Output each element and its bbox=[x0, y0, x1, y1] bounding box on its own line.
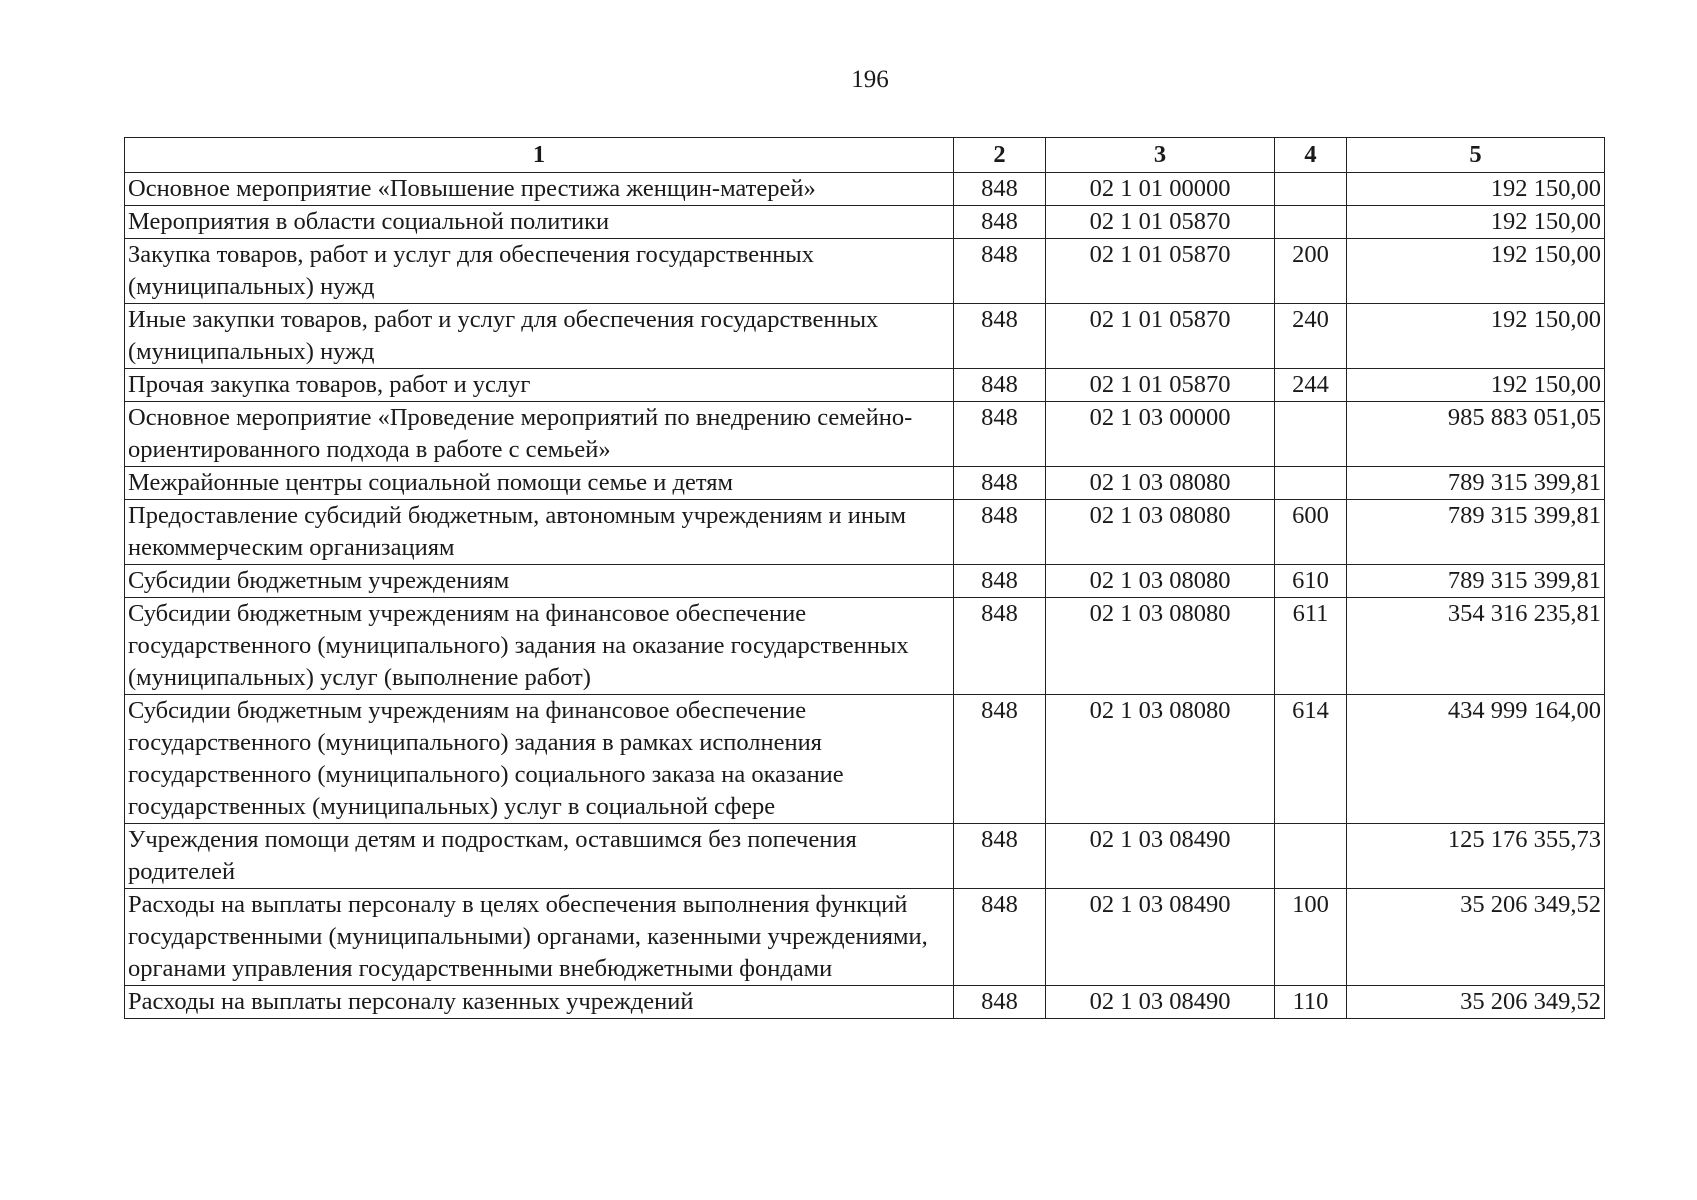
header-col-4: 4 bbox=[1275, 138, 1347, 173]
table-row bbox=[125, 598, 1605, 695]
table-row bbox=[125, 889, 1605, 986]
page-number: 196 bbox=[851, 66, 889, 93]
row-name-cell: Субсидии бюджетным учреждениям bbox=[125, 565, 954, 598]
row-amount-cell: 192 150,00 bbox=[1347, 206, 1605, 239]
row-grbs-cell: 848 bbox=[954, 565, 1046, 598]
row-name-cell: Мероприятия в области социальной политики bbox=[125, 206, 954, 239]
row-grbs-cell: 848 bbox=[954, 304, 1046, 369]
row-amount-cell: 192 150,00 bbox=[1347, 239, 1605, 304]
row-vr-cell: 200 bbox=[1275, 239, 1347, 304]
row-csr-cell: 02 1 01 05870 bbox=[1046, 206, 1275, 239]
header-col-5: 5 bbox=[1347, 138, 1605, 173]
table-row bbox=[125, 565, 1605, 598]
table-row bbox=[125, 173, 1605, 206]
table-row bbox=[125, 239, 1605, 304]
row-csr-cell: 02 1 01 05870 bbox=[1046, 239, 1275, 304]
row-vr-cell bbox=[1275, 173, 1347, 206]
row-amount-cell: 125 176 355,73 bbox=[1347, 824, 1605, 889]
table-row bbox=[125, 695, 1605, 824]
row-amount-cell: 434 999 164,00 bbox=[1347, 695, 1605, 824]
row-name-cell: Субсидии бюджетным учреждениям на финансовое обеспечение государственного (муниципального) задания на оказание государственных (муниципальных) услуг (выполнение работ) bbox=[125, 598, 954, 695]
row-grbs-cell: 848 bbox=[954, 239, 1046, 304]
row-grbs-cell: 848 bbox=[954, 986, 1046, 1019]
row-amount-cell: 192 150,00 bbox=[1347, 173, 1605, 206]
row-name-cell: Основное мероприятие «Повышение престижа женщин-матерей» bbox=[125, 173, 954, 206]
row-amount-cell: 35 206 349,52 bbox=[1347, 889, 1605, 986]
table-row bbox=[125, 304, 1605, 369]
row-name-cell: Предоставление субсидий бюджетным, автономным учреждениям и иным некоммерческим организациям bbox=[125, 500, 954, 565]
budget-table bbox=[124, 137, 1605, 1019]
table-row bbox=[125, 824, 1605, 889]
row-name-cell: Закупка товаров, работ и услуг для обеспечения государственных (муниципальных) нужд bbox=[125, 239, 954, 304]
row-csr-cell: 02 1 03 00000 bbox=[1046, 402, 1275, 467]
header-col-3: 3 bbox=[1046, 138, 1275, 173]
row-vr-cell: 611 bbox=[1275, 598, 1347, 695]
row-csr-cell: 02 1 03 08490 bbox=[1046, 889, 1275, 986]
row-grbs-cell: 848 bbox=[954, 500, 1046, 565]
row-vr-cell: 610 bbox=[1275, 565, 1347, 598]
row-amount-cell: 354 316 235,81 bbox=[1347, 598, 1605, 695]
row-csr-cell: 02 1 01 05870 bbox=[1046, 304, 1275, 369]
row-name-cell: Прочая закупка товаров, работ и услуг bbox=[125, 369, 954, 402]
row-grbs-cell: 848 bbox=[954, 598, 1046, 695]
row-amount-cell: 985 883 051,05 bbox=[1347, 402, 1605, 467]
table-row bbox=[125, 467, 1605, 500]
row-vr-cell bbox=[1275, 467, 1347, 500]
row-vr-cell: 110 bbox=[1275, 986, 1347, 1019]
row-grbs-cell: 848 bbox=[954, 173, 1046, 206]
row-grbs-cell: 848 bbox=[954, 206, 1046, 239]
row-csr-cell: 02 1 03 08080 bbox=[1046, 565, 1275, 598]
row-vr-cell bbox=[1275, 206, 1347, 239]
row-amount-cell: 192 150,00 bbox=[1347, 369, 1605, 402]
table-row bbox=[125, 986, 1605, 1019]
row-vr-cell: 600 bbox=[1275, 500, 1347, 565]
row-grbs-cell: 848 bbox=[954, 824, 1046, 889]
row-vr-cell: 614 bbox=[1275, 695, 1347, 824]
row-amount-cell: 35 206 349,52 bbox=[1347, 986, 1605, 1019]
row-name-cell: Основное мероприятие «Проведение мероприятий по внедрению семейно-ориентированного подхода в работе с семьей» bbox=[125, 402, 954, 467]
row-csr-cell: 02 1 03 08080 bbox=[1046, 695, 1275, 824]
table-body bbox=[125, 173, 1605, 1019]
row-vr-cell: 100 bbox=[1275, 889, 1347, 986]
row-csr-cell: 02 1 03 08490 bbox=[1046, 824, 1275, 889]
row-csr-cell: 02 1 01 05870 bbox=[1046, 369, 1275, 402]
row-name-cell: Расходы на выплаты персоналу в целях обеспечения выполнения функций государственными (муниципальными) органами, казенными учреждениями, органами управления государственными внебюджетными фондами bbox=[125, 889, 954, 986]
table-row bbox=[125, 206, 1605, 239]
row-vr-cell: 244 bbox=[1275, 369, 1347, 402]
row-name-cell: Расходы на выплаты персоналу казенных учреждений bbox=[125, 986, 954, 1019]
row-grbs-cell: 848 bbox=[954, 695, 1046, 824]
row-vr-cell: 240 bbox=[1275, 304, 1347, 369]
row-csr-cell: 02 1 03 08080 bbox=[1046, 500, 1275, 565]
row-name-cell: Субсидии бюджетным учреждениям на финансовое обеспечение государственного (муниципального) задания в рамках исполнения государственного (муниципального) социального заказа на оказание государственных (муниципальных) услуг в социальной сфере bbox=[125, 695, 954, 824]
row-csr-cell: 02 1 03 08080 bbox=[1046, 467, 1275, 500]
row-name-cell: Учреждения помощи детям и подросткам, оставшимся без попечения родителей bbox=[125, 824, 954, 889]
row-grbs-cell: 848 bbox=[954, 369, 1046, 402]
row-vr-cell bbox=[1275, 402, 1347, 467]
row-amount-cell: 192 150,00 bbox=[1347, 304, 1605, 369]
table-row bbox=[125, 500, 1605, 565]
header-row bbox=[125, 138, 1605, 173]
row-name-cell: Межрайонные центры социальной помощи семье и детям bbox=[125, 467, 954, 500]
table-row bbox=[125, 402, 1605, 467]
row-csr-cell: 02 1 01 00000 bbox=[1046, 173, 1275, 206]
row-csr-cell: 02 1 03 08490 bbox=[1046, 986, 1275, 1019]
row-vr-cell bbox=[1275, 824, 1347, 889]
row-grbs-cell: 848 bbox=[954, 402, 1046, 467]
row-csr-cell: 02 1 03 08080 bbox=[1046, 598, 1275, 695]
row-amount-cell: 789 315 399,81 bbox=[1347, 500, 1605, 565]
row-grbs-cell: 848 bbox=[954, 889, 1046, 986]
row-amount-cell: 789 315 399,81 bbox=[1347, 467, 1605, 500]
row-name-cell: Иные закупки товаров, работ и услуг для обеспечения государственных (муниципальных) нужд bbox=[125, 304, 954, 369]
table-row bbox=[125, 369, 1605, 402]
header-col-1: 1 bbox=[125, 138, 954, 173]
row-amount-cell: 789 315 399,81 bbox=[1347, 565, 1605, 598]
header-col-2: 2 bbox=[954, 138, 1046, 173]
row-grbs-cell: 848 bbox=[954, 467, 1046, 500]
